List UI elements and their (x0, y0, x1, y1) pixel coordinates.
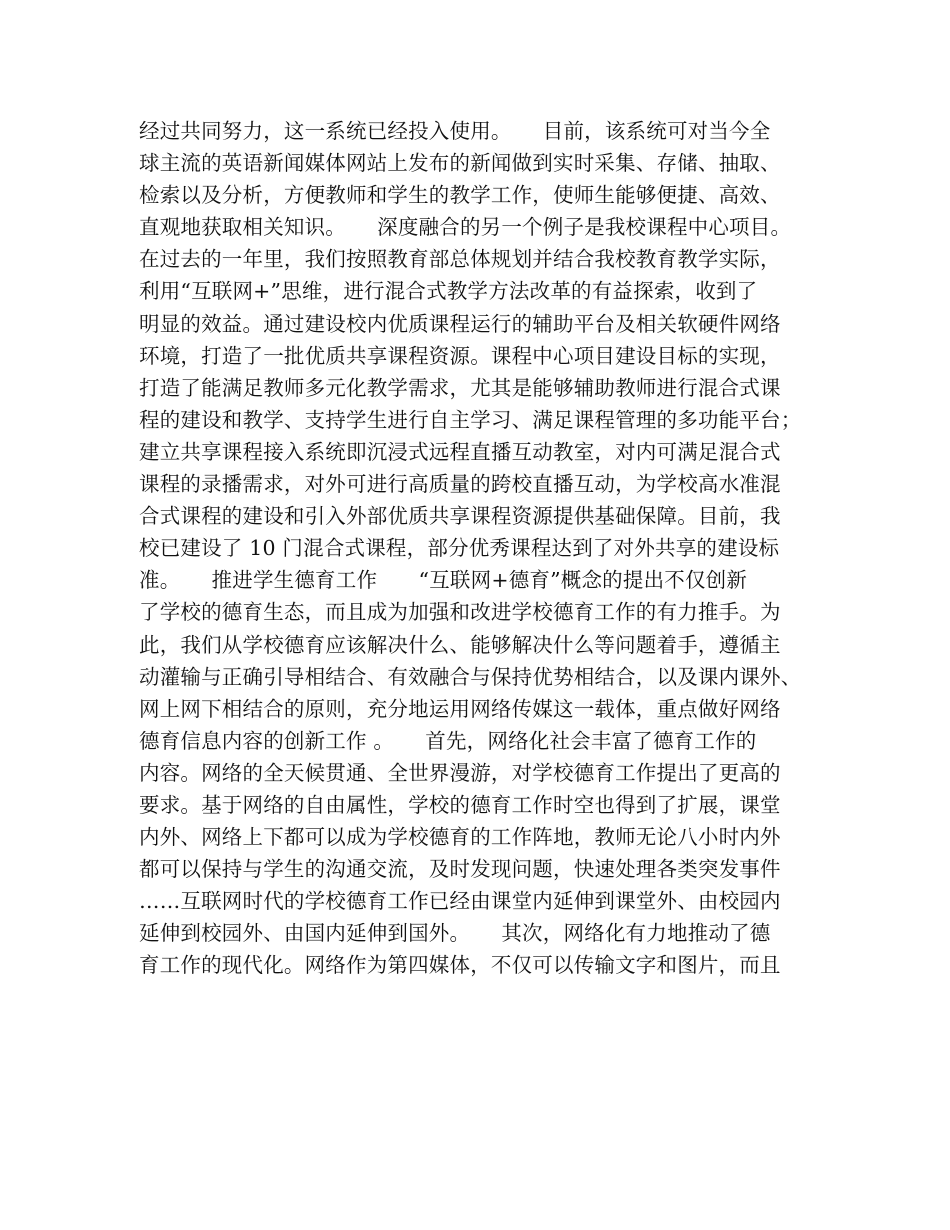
text-line: 打造了能满足教师多元化教学需求，尤其是能够辅助教师进行混合式课 (139, 375, 781, 400)
text-line: ……互联网时代的学校德育工作已经由课堂内延伸到课堂外、由校园内 (139, 889, 781, 914)
body-text (139, 115, 829, 982)
text-line: 利用“互联网+”思维，进行混合式教学方法改革的有益探索，收到了 (139, 279, 758, 304)
text-line: 延伸到校园外、由国内延伸到国外。 其次，网络化有力地推动了德 (139, 921, 771, 946)
text-line: 校已建设了 10 门混合式课程，部分优秀课程达到了对外共享的建设标 (139, 536, 780, 561)
text-line: 球主流的英语新闻媒体网站上发布的新闻做到实时采集、存储、抽取、 (139, 151, 781, 176)
text-line: 课程的录播需求，对外可进行高质量的跨校直播互动，为学校高水准混 (139, 472, 781, 497)
text-line: 环境，打造了一批优质共享课程资源。课程中心项目建设目标的实现， (139, 343, 781, 368)
text-line: 育工作的现代化。网络作为第四媒体，不仅可以传输文字和图片，而且 (139, 953, 781, 978)
text-line: 都可以保持与学生的沟通交流，及时发现问题，快速处理各类突发事件 (139, 857, 781, 882)
text-line: 程的建设和教学、支持学生进行自主学习、满足课程管理的多功能平台； (139, 407, 802, 432)
text-line: 直观地获取相关知识。 深度融合的另一个例子是我校课程中心项目。 (139, 215, 792, 240)
text-line: 内外、网络上下都可以成为学校德育的工作阵地，教师无论八小时内外 (139, 825, 781, 850)
text-line: 动灌输与正确引导相结合、有效融合与保持优势相结合，以及课内课外、 (139, 664, 802, 689)
text-line: 经过共同努力，这一系统已经投入使用。 目前，该系统可对当今全 (139, 119, 771, 143)
text-line: 在过去的一年里，我们按照教育部总体规划并结合我校教育教学实际， (139, 247, 781, 272)
text-line: 德育信息内容的创新工作 。 首先，网络化社会丰富了德育工作的 (139, 728, 757, 753)
text-line: 明显的效益。通过建设校内优质课程运行的辅助平台及相关软硬件网络 (139, 311, 781, 336)
text-line: 检索以及分析，方便教师和学生的教学工作，使师生能够便捷、高效、 (139, 183, 781, 208)
text-line: 网上网下相结合的原则，充分地运用网络传媒这一载体，重点做好网络 (139, 696, 781, 721)
text-line: 此，我们从学校德育应该解决什么、能够解决什么等问题着手，遵循主 (139, 632, 781, 657)
text-line: 准。 推进学生德育工作 “互联网+德育”概念的提出不仅创新 (139, 568, 748, 593)
text-line: 要求。基于网络的自由属性，学校的德育工作时空也得到了扩展，课堂 (139, 792, 781, 817)
text-line: 建立共享课程接入系统即沉浸式远程直播互动教室，对内可满足混合式 (139, 439, 781, 464)
text-line: 内容。网络的全天候贯通、全世界漫游，对学校德育工作提出了更高的 (139, 760, 781, 785)
text-line: 合式课程的建设和引入外部优质共享课程资源提供基础保障。目前，我 (139, 504, 781, 529)
text-line: 了学校的德育生态，而且成为加强和改进学校德育工作的有力推手。为 (139, 600, 781, 625)
